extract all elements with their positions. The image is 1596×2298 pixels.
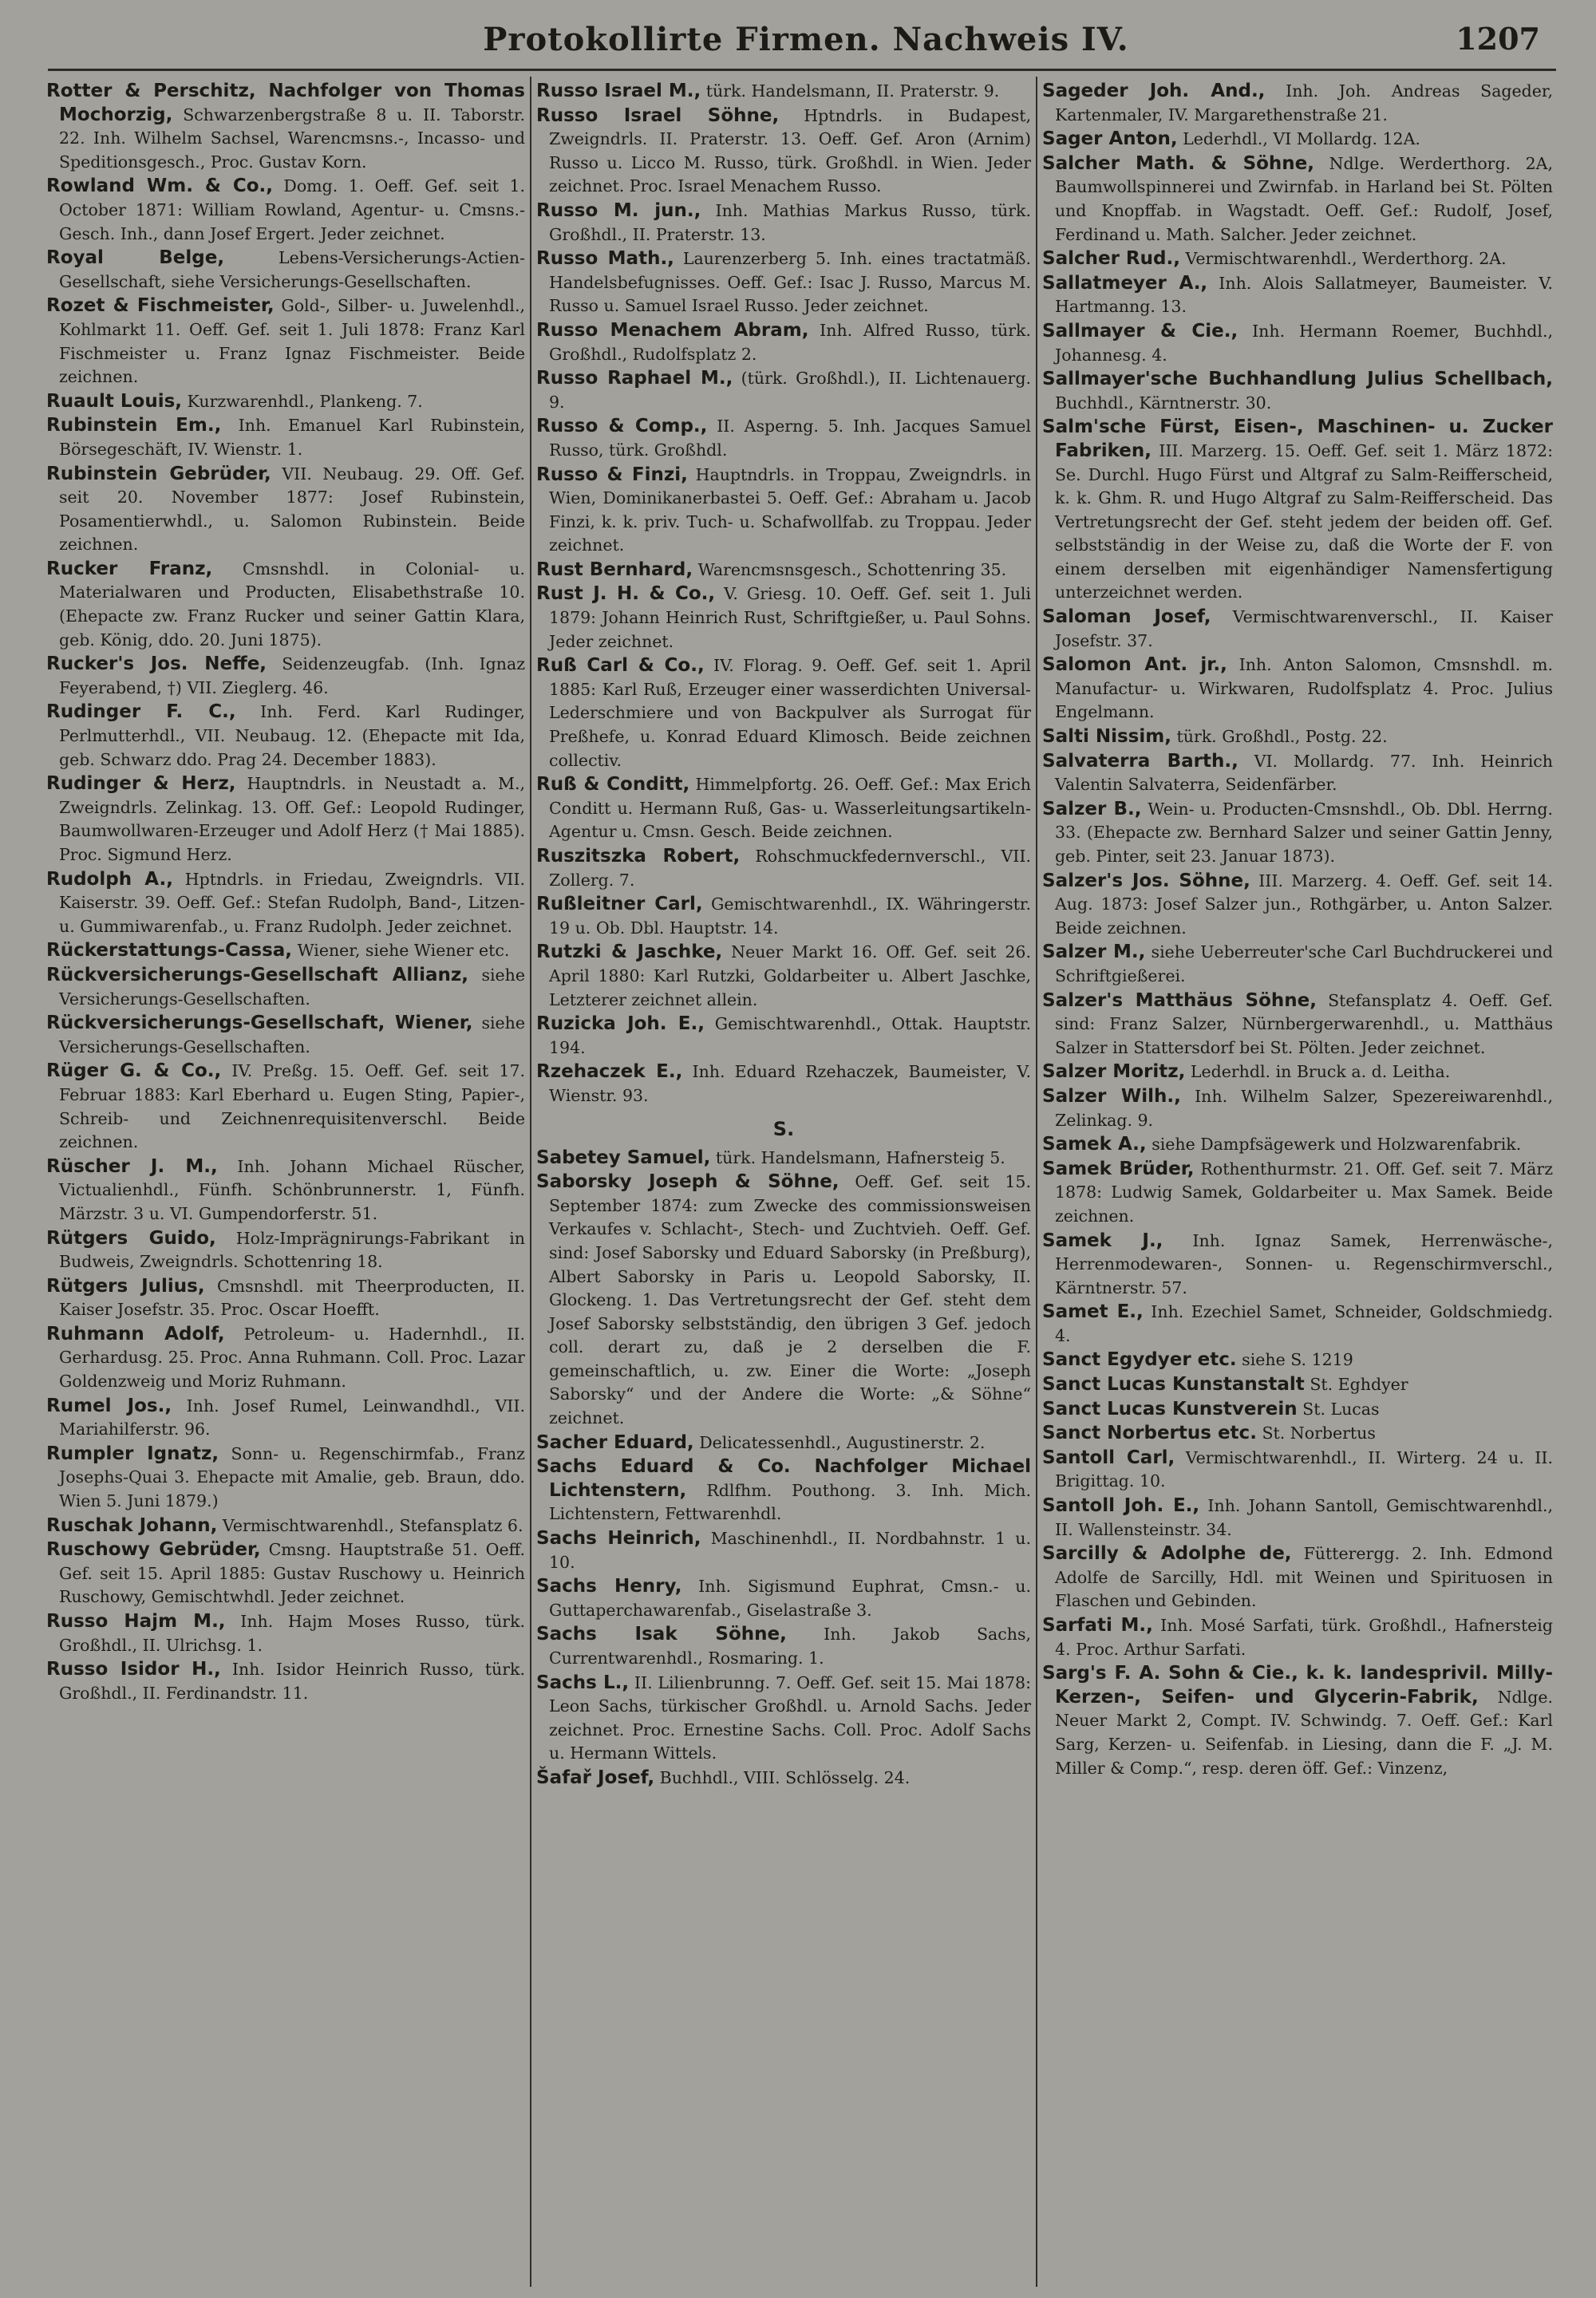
page-number: 1207 xyxy=(1456,21,1540,57)
directory-entry xyxy=(536,559,1031,582)
directory-entry xyxy=(536,1672,1031,1766)
entry-text: St. Lucas xyxy=(1302,1399,1380,1419)
entry-text: türk. Handelsmann, II. Praterstr. 9. xyxy=(705,81,1000,101)
firm-name: Sageder Joh. And., xyxy=(1042,81,1266,101)
directory-entry xyxy=(46,1012,525,1059)
firm-name: Russo Math., xyxy=(536,248,674,270)
entry-text: siehe Ueberreuter'sche Carl Buchdruckerei und Schriftgießerei. xyxy=(1055,942,1553,985)
firm-name: Russo Hajm M., xyxy=(46,1611,226,1632)
directory-entry xyxy=(1042,750,1553,797)
directory-entry xyxy=(536,893,1031,940)
entry-text: (türk. Großhdl.), II. Lichtenauerg. 9. xyxy=(549,369,1031,412)
firm-name: Sarg's F. A. Sohn & Cie., k. k. landesprivil. Milly-Kerzen-, Seifen- und Glycerin-Fabrik, xyxy=(1042,1663,1553,1708)
entry-text: Petroleum- u. Hadernhdl., II. Gerhardusg. 25. Proc. Anna Ruhmann. Coll. Proc. Lazar Goldenzweig und Moriz Ruhmann. xyxy=(59,1324,525,1392)
firm-name: Samet E., xyxy=(1042,1301,1144,1323)
firm-name: Sachs Henry, xyxy=(536,1576,682,1597)
entry-text: Inh. Emanuel Karl Rubinstein, Börsegeschäft, IV. Wienstr. 1. xyxy=(59,416,525,459)
directory-entry xyxy=(1042,1398,1553,1422)
entry-text: II. Lilienbrunng. 7. Oeff. Gef. seit 15. Mai 1878: Leon Sachs, türkischer Großhdl. u. Arnold Sachs. Jeder zeichnet. Proc. Ernestine Sachs. Coll. Proc. Adolf Sachs u. Hermann Wittels. xyxy=(549,1672,1031,1763)
entry-text: siehe Versicherungs-Gesellschaften. xyxy=(59,1013,525,1056)
directory-entry xyxy=(536,654,1031,772)
entry-text: Inh. Hajm Moses Russo, türk. Großhdl., II. Ulrichsg. 1. xyxy=(59,1612,525,1655)
directory-entry xyxy=(536,1431,1031,1455)
firm-name: Rozet & Fischmeister, xyxy=(46,295,275,317)
directory-entry xyxy=(1042,1158,1553,1229)
entry-text: Schwarzenbergstraße 8 u. II. Taborstr. 22. Inh. Wilhelm Sachsel, Warencmsns.-, Incasso- und Speditionsgesch., Proc. Gustav Korn. xyxy=(59,105,525,172)
directory-entry xyxy=(46,701,525,772)
firm-name: Rotter & Perschitz, Nachfolger von Thomas Mochorzig, xyxy=(46,81,525,125)
directory-entry xyxy=(46,1227,525,1274)
directory-entry xyxy=(1042,272,1553,319)
firm-name: Rubinstein Gebrüder, xyxy=(46,463,271,484)
entry-text: Hptndrls. in Friedau, Zweigndrls. VII. Kaiserstr. 39. Oeff. Gef.: Stefan Rudolph, Band-, Litzen- u. Gummiwarenfab., u. Franz Rudolph. Jeder zeichnet. xyxy=(59,869,525,936)
directory-entry xyxy=(46,175,525,246)
directory-entry xyxy=(46,463,525,557)
firm-name: Royal Belge, xyxy=(46,247,225,269)
directory-entry xyxy=(46,772,525,867)
firm-name: Salzer's Jos. Söhne, xyxy=(1042,870,1250,891)
directory-entry xyxy=(1042,368,1553,415)
firm-name: Rumpler Ignatz, xyxy=(46,1443,219,1464)
firm-name: Russo Raphael M., xyxy=(536,368,733,389)
firm-name: Salzer B., xyxy=(1042,798,1142,819)
entry-text: Fütterergg. 2. Inh. Edmond Adolfe de Sarcilly, Hdl. mit Weinen und Spirituosen in Flaschen und Gebinden. xyxy=(1055,1544,1553,1611)
entry-text: Vermischtwarenhdl., II. Wirterg. 24 u. II. Brigittag. 10. xyxy=(1055,1447,1553,1491)
entry-text: Hauptndrls. in Neustadt a. M., Zweigndrls. Zelinkag. 13. Off. Gef.: Leopold Rudinger, Baumwollwaren-Erzeuger und Adolf Herz († Mai 1885). Proc. Sigmund Herz. xyxy=(59,774,525,864)
directory-entry xyxy=(1042,870,1553,941)
directory-entry xyxy=(1042,1447,1553,1494)
directory-entry xyxy=(46,1443,525,1514)
directory-entry xyxy=(536,1575,1031,1622)
entry-text: Hauptndrls. in Troppau, Zweigndrls. in Wien, Dominikanerbastei 5. Oeff. Gef.: Abraham u. Jacob Finzi, k. k. priv. Tuch- u. Schafwollfab. zu Troppau. Jeder zeichnet. xyxy=(549,464,1031,555)
directory-entry xyxy=(1042,1133,1553,1157)
firm-name: Ruhmann Adolf, xyxy=(46,1323,225,1344)
directory-entry xyxy=(1042,247,1553,271)
entry-text: türk. Handelsmann, Hafnersteig 5. xyxy=(715,1147,1005,1167)
directory-entry xyxy=(1042,128,1553,152)
directory-entry xyxy=(1042,989,1553,1060)
firm-name: Sanct Lucas Kunstanstalt xyxy=(1042,1374,1305,1396)
entry-text: Cmsnshdl. mit Theerproducten, II. Kaiser Josefstr. 35. Proc. Oscar Hoefft. xyxy=(59,1276,525,1320)
directory-entry xyxy=(1042,1662,1553,1780)
entry-text: Inh. Anton Salomon, Cmsnshdl. m. Manufactur- u. Wirkwaren, Rudolfsplatz 4. Proc. Julius Engelmann. xyxy=(1055,655,1553,722)
entry-text: Cmsnshdl. in Colonial- u. Materialwaren und Producten, Elisabethstraße 10. (Ehepacte zw. Franz Rucker und seiner Gattin Klara, geb. König, ddo. 20. Juni 1875). xyxy=(59,559,525,650)
firm-name: Salcher Math. & Söhne, xyxy=(1042,152,1315,174)
entry-text: Inh. Ezechiel Samet, Schneider, Goldschmiedg. 4. xyxy=(1055,1302,1553,1345)
firm-name: Salcher Rud., xyxy=(1042,248,1180,270)
entry-text: Inh. Johann Michael Rüscher, Victualienhdl., Fünfh. Schönbrunnerstr. 1, Fünfh. Märzstr. 3 u. VI. Gumpendorferstr. 51. xyxy=(59,1156,525,1223)
firm-name: Rückerstattungs-Cassa, xyxy=(46,940,293,961)
directory-entry xyxy=(46,653,525,700)
entry-text: Inh. Ferd. Karl Rudinger, Perlmutterhdl., VII. Neubaug. 12. (Ehepacte mit Ida, geb. Schwarz ddo. Prag 24. December 1883). xyxy=(59,702,525,769)
entry-text: St. Norbertus xyxy=(1262,1423,1376,1443)
entry-text: Kurzwarenhdl., Plankeng. 7. xyxy=(187,391,423,411)
directory-entry xyxy=(536,1455,1031,1526)
directory-entry xyxy=(1042,320,1553,367)
firm-name: Russo M. jun., xyxy=(536,199,701,221)
entry-text: Buchhdl., Kärntnerstr. 30. xyxy=(1055,393,1272,413)
directory-entry xyxy=(46,964,525,1011)
entry-text: Hptndrls. in Budapest, Zweigndrls. II. Praterstr. 13. Oeff. Gef. Aron (Arnim) Russo u. Licco M. Russo, türk. Großhdl. in Wien. Jeder zeichnet. Proc. Israel Menachem Russo. xyxy=(549,105,1031,196)
directory-entry xyxy=(1042,941,1553,988)
directory-entry xyxy=(1042,798,1553,869)
entry-text: Inh. Alois Sallatmeyer, Baumeister. V. Hartmanng. 13. xyxy=(1055,273,1553,317)
firm-name: Salzer M., xyxy=(1042,942,1146,963)
directory-entry xyxy=(46,1538,525,1609)
directory-entry xyxy=(46,414,525,461)
entry-text: Inh. Ignaz Samek, Herrenwäsche-, Herrenmodewaren-, Sonnen- u. Regenschirmverschl., Kärntnerstr. 57. xyxy=(1055,1230,1553,1297)
directory-entry xyxy=(536,1060,1031,1108)
firm-name: Sachs Eduard & Co. Nachfolger Michael Lichtenstern, xyxy=(536,1456,1031,1501)
firm-name: Sachs Heinrich, xyxy=(536,1528,701,1550)
entry-text: Wiener, siehe Wiener etc. xyxy=(297,941,510,961)
entry-text: Inh. Jakob Sachs, Currentwarenhdl., Rosmaring. 1. xyxy=(549,1625,1031,1668)
directory-entry xyxy=(1042,1614,1553,1661)
directory-entry xyxy=(536,845,1031,892)
entry-text: siehe S. 1219 xyxy=(1242,1350,1353,1370)
directory-entry xyxy=(536,773,1031,844)
firm-name: Rückversicherungs-Gesellschaft Allianz, xyxy=(46,964,469,985)
firm-name: Salm'sche Fürst, Eisen-, Maschinen- u. Zucker Fabriken, xyxy=(1042,417,1553,461)
firm-name: Santoll Joh. E., xyxy=(1042,1495,1200,1517)
directory-entry xyxy=(536,1013,1031,1060)
entry-text: Vermischtwarenverschl., II. Kaiser Josefstr. 37. xyxy=(1055,607,1553,650)
directory-entry xyxy=(46,1610,525,1657)
directory-entry xyxy=(536,1147,1031,1171)
entry-text: Inh. Hermann Roemer, Buchhdl., Johannesg. 4. xyxy=(1055,321,1553,365)
firm-name: Ruschak Johann, xyxy=(46,1514,218,1536)
firm-name: Rucker's Jos. Neffe, xyxy=(46,653,267,675)
firm-name: Sachs L., xyxy=(536,1672,630,1693)
entry-text: VI. Mollardg. 77. Inh. Heinrich Valentin Salvaterra, Seidenfärber. xyxy=(1055,751,1553,795)
firm-name: Ruault Louis, xyxy=(46,390,183,412)
entry-text: Neuer Markt 16. Off. Gef. seit 26. April 1880: Karl Rutzki, Goldarbeiter u. Albert Jaschke, Letzterer zeichnet allein. xyxy=(549,942,1031,1009)
firm-name: Salzer's Matthäus Söhne, xyxy=(1042,989,1317,1011)
firm-name: Rowland Wm. & Co., xyxy=(46,176,273,197)
firm-name: Rütgers Guido, xyxy=(46,1227,216,1249)
directory-entry xyxy=(46,1060,525,1154)
firm-name: Russo Israel Söhne, xyxy=(536,105,780,126)
firm-name: Salvaterra Barth., xyxy=(1042,750,1238,772)
firm-name: Salomon Ant. jr., xyxy=(1042,654,1227,676)
entry-text: III. Marzerg. 4. Oeff. Gef. seit 14. Aug. 1873: Josef Salzer jun., Rothgärber, u. Anton Salzer. Beide zeichnen. xyxy=(1055,871,1553,938)
header-rule xyxy=(48,69,1556,71)
firm-name: Russo Israel M., xyxy=(536,81,701,101)
entry-text: Rdlfhm. Pouthong. 3. Inh. Mich. Lichtenstern, Fettwarenhdl. xyxy=(549,1480,1031,1524)
directory-entry xyxy=(46,247,525,294)
firm-name: Samek Brüder, xyxy=(1042,1158,1195,1179)
entry-text: Lebens-Versicherungs-Actien-Gesellschaft, siehe Versicherungs-Gesellschaften. xyxy=(59,248,525,291)
firm-name: Sager Anton, xyxy=(1042,128,1178,150)
entry-text: Laurenzerberg 5. Inh. eines tractatmäß. Handelsbefugnisses. Oeff. Gef.: Isac J. Russo, Marcus M. Russo u. Samuel Israel Russo. Jeder zeichnet. xyxy=(549,249,1031,316)
entry-text: Seidenzeugfab. (Inh. Ignaz Feyerabend, †) VII. Zieglerg. 46. xyxy=(59,654,525,697)
firm-name: Santoll Carl, xyxy=(1042,1447,1175,1468)
firm-name: Rzehaczek E., xyxy=(536,1061,683,1083)
directory-entry xyxy=(46,1275,525,1322)
firm-name: Russo & Comp., xyxy=(536,416,708,437)
directory-entry xyxy=(536,1527,1031,1574)
directory-entry xyxy=(1042,416,1553,605)
entry-text: II. Asperng. 5. Inh. Jacques Samuel Russo, türk. Großhdl. xyxy=(549,417,1031,460)
firm-name: Sallatmeyer A., xyxy=(1042,272,1208,294)
entry-text: Lederhdl., VI Mollardg. 12A. xyxy=(1183,129,1420,149)
column-divider xyxy=(1036,77,1037,2287)
column-1 xyxy=(46,80,525,2282)
firm-name: Ruschowy Gebrüder, xyxy=(46,1539,261,1561)
entry-text: Inh. Eduard Rzehaczek, Baumeister, V. Wienstr. 93. xyxy=(549,1062,1031,1105)
entry-text: Rohschmuckfedernverschl., VII. Zollerg. 7. xyxy=(549,847,1031,890)
directory-entry xyxy=(536,80,1031,104)
entry-text: Inh. Alfred Russo, türk. Großhdl., Rudolfsplatz 2. xyxy=(549,320,1031,364)
firm-name: Sacher Eduard, xyxy=(536,1431,694,1453)
firm-name: Rudinger & Herz, xyxy=(46,773,236,795)
directory-entry xyxy=(1042,725,1553,749)
firm-name: Rust Bernhard, xyxy=(536,559,693,580)
entry-text: Cmsng. Hauptstraße 51. Oeff. Gef. seit 15. April 1885: Gustav Ruschowy u. Heinrich Ruschowy, Gemischtwhdl. Jeder zeichnet. xyxy=(59,1540,525,1607)
directory-entry xyxy=(1042,1542,1553,1613)
directory-entry xyxy=(46,558,525,652)
directory-entry xyxy=(1042,152,1553,247)
entry-text: Rothenthurmstr. 21. Off. Gef. seit 7. März 1878: Ludwig Samek, Goldarbeiter u. Max Samek. Beide zeichnen. xyxy=(1055,1159,1553,1226)
entry-text: siehe Dampfsägewerk und Holzwarenfabrik. xyxy=(1152,1135,1522,1155)
directory-entry xyxy=(1042,1230,1553,1301)
directory-entry xyxy=(1042,1494,1553,1542)
firm-name: Salzer Wilh., xyxy=(1042,1085,1181,1107)
directory-entry xyxy=(1042,1060,1553,1084)
directory-entry xyxy=(536,105,1031,199)
firm-name: Sarcilly & Adolphe de, xyxy=(1042,1543,1292,1565)
firm-name: Rucker Franz, xyxy=(46,558,213,579)
directory-entry xyxy=(536,415,1031,462)
firm-name: Ruszitszka Robert, xyxy=(536,846,741,867)
entry-text: Holz-Imprägnirungs-Fabrikant in Budweis, Zweigndrls. Schottenring 18. xyxy=(59,1228,525,1272)
entry-text: Inh. Johann Santoll, Gemischtwarenhdl., II. Wallensteinstr. 34. xyxy=(1055,1496,1553,1539)
entry-text: Maschinenhdl., II. Nordbahnstr. 1 u. 10. xyxy=(549,1529,1031,1572)
section-letter: S. xyxy=(772,1117,795,1140)
entry-text: Warencmsnsgesch., Schottenring 35. xyxy=(697,559,1007,579)
directory-entry xyxy=(46,80,525,174)
directory-entry xyxy=(1042,1085,1553,1132)
firm-name: Samek A., xyxy=(1042,1134,1147,1155)
directory-entry xyxy=(536,1623,1031,1670)
firm-name: Rütgers Julius, xyxy=(46,1275,205,1297)
firm-name: Salti Nissim, xyxy=(1042,726,1171,748)
directory-entry xyxy=(46,1395,525,1442)
entry-text: Gemischtwarenhdl., IX. Währingerstr. 19 u. Ob. Dbl. Hauptstr. 14. xyxy=(549,894,1031,938)
directory-entry xyxy=(1042,1422,1553,1446)
entry-text: IV. Florag. 9. Oeff. Gef. seit 1. April 1885: Karl Ruß, Erzeuger einer wasserdichten Universal-Lederschmiere und von Backpulver als Surrogat für Preßhefe, u. Konrad Eduard Klimosch. Beide zeichnen collectiv. xyxy=(549,656,1031,770)
entry-text: siehe Versicherungs-Gesellschaften. xyxy=(59,965,525,1009)
directory-entry xyxy=(46,294,525,389)
entry-text: Ndlge. Werderthorg. 2A, Baumwollspinnerei und Zwirnfab. in Harland bei St. Pölten und Knopffab. in Wagstadt. Oeff. Gef.: Rudolf, Josef, Ferdinand u. Math. Salcher. Jeder zeichnet. xyxy=(1055,153,1553,244)
directory-entry xyxy=(46,1514,525,1538)
entry-text: Inh. Josef Rumel, Leinwandhdl., VII. Mariahilferstr. 96. xyxy=(59,1396,525,1439)
directory-entry xyxy=(1042,80,1553,127)
entry-text: Inh. Wilhelm Salzer, Spezereiwarenhdl., Zelinkag. 9. xyxy=(1055,1086,1553,1130)
firm-name: Samek J., xyxy=(1042,1230,1163,1251)
entry-text: IV. Preßg. 15. Oeff. Gef. seit 17. Februar 1883: Karl Eberhard u. Eugen Sting, Papier-, Schreib- und Zeichnenrequisitenverschl. Beide zeichnen. xyxy=(59,1061,525,1152)
firm-name: Šafař Josef, xyxy=(536,1767,655,1788)
directory-entry xyxy=(1042,606,1553,653)
directory-entry xyxy=(536,1767,1031,1791)
entry-text: VII. Neubaug. 29. Off. Gef. seit 20. November 1877: Josef Rubinstein, Posamentierwhdl., u. Salomon Rubinstein. Beide zeichnen. xyxy=(59,464,525,555)
firm-name: Sallmayer'sche Buchhandlung Julius Schellbach, xyxy=(1042,369,1553,390)
firm-name: Sanct Lucas Kunstverein xyxy=(1042,1398,1298,1419)
directory-entry xyxy=(46,390,525,414)
column-2 xyxy=(536,80,1031,2282)
firm-name: Rußleitner Carl, xyxy=(536,894,703,915)
firm-name: Rutzki & Jaschke, xyxy=(536,942,723,963)
directory-entry xyxy=(536,464,1031,558)
entry-text: Wein- u. Producten-Cmsnshdl., Ob. Dbl. Herrng. 33. (Ehepacte zw. Bernhard Salzer und seiner Gattin Jenny, geb. Pinter, seit 23. Januar 1873). xyxy=(1055,799,1553,866)
firm-name: Russo Menachem Abram, xyxy=(536,319,809,341)
entry-text: Inh. Mosé Sarfati, türk. Großhdl., Hafnersteig 4. Proc. Arthur Sarfati. xyxy=(1055,1616,1553,1659)
firm-name: Saborsky Joseph & Söhne, xyxy=(536,1171,839,1193)
firm-name: Sarfati M., xyxy=(1042,1615,1153,1636)
firm-name: Sabetey Samuel, xyxy=(536,1147,711,1168)
entry-text: Inh. Mathias Markus Russo, türk. Großhdl., II. Praterstr. 13. xyxy=(549,200,1031,244)
entry-text: Vermischtwarenhdl., Werderthorg. 2A. xyxy=(1185,249,1507,269)
firm-name: Ruß & Conditt, xyxy=(536,774,690,796)
directory-entry xyxy=(1042,653,1553,725)
firm-name: Rüger G. & Co., xyxy=(46,1060,222,1082)
entry-text: türk. Großhdl., Postg. 22. xyxy=(1176,727,1388,747)
directory-entry xyxy=(1042,1301,1553,1348)
firm-name: Saloman Josef, xyxy=(1042,606,1211,628)
firm-name: Sachs Isak Söhne, xyxy=(536,1624,787,1645)
entry-text: Himmelpfortg. 26. Oeff. Gef.: Max Erich Conditt u. Hermann Ruß, Gas- u. Wasserleitungsartikeln-Agentur u. Cmsn. Gesch. Beide zeichnen. xyxy=(549,775,1031,842)
firm-name: Salzer Moritz, xyxy=(1042,1061,1186,1083)
directory-entry xyxy=(536,582,1031,653)
firm-name: Rudinger F. C., xyxy=(46,701,236,723)
entry-text: Inh. Joh. Andreas Sageder, Kartenmaler, IV. Margarethenstraße 21. xyxy=(1055,81,1553,124)
directory-entry xyxy=(536,1171,1031,1431)
entry-text: III. Marzerg. 15. Oeff. Gef. seit 1. März 1872: Se. Durchl. Hugo Fürst und Altgraf zu Salm-Reifferscheid, k. k. Ghm. R. und Hugo Altgraf zu Salm-Reifferscheid. Das Vertretungsrecht der Gef. steht jedem der beiden off. Gef. selbstständig in der Weise zu, daß die Worte der F. von einem derselben mit eigenhändiger Namensfertigung unterzeichnet werden. xyxy=(1055,440,1553,602)
firm-name: Sallmayer & Cie., xyxy=(1042,320,1238,342)
entry-text: V. Griesg. 10. Oeff. Gef. seit 1. Juli 1879: Johann Heinrich Rust, Schriftgießer, u. Paul Sohns. Jeder zeichnet. xyxy=(549,584,1031,651)
column-divider xyxy=(530,77,531,2287)
firm-name: Ruzicka Joh. E., xyxy=(536,1013,705,1035)
entry-text: Domg. 1. Oeff. Gef. seit 1. October 1871: William Rowland, Agentur- u. Cmsns.-Gesch. Inh., dann Josef Ergert. Jeder zeichnet. xyxy=(59,176,525,243)
directory-entry xyxy=(536,941,1031,1012)
entry-text: Buchhdl., VIII. Schlösselg. 24. xyxy=(659,1767,911,1787)
entry-text: Vermischtwarenhdl., Stefansplatz 6. xyxy=(222,1515,523,1535)
firm-name: Rüscher J. M., xyxy=(46,1155,218,1177)
firm-name: Rubinstein Em., xyxy=(46,415,222,436)
firm-name: Ruß Carl & Co., xyxy=(536,655,705,677)
entry-text: Delicatessenhdl., Augustinerstr. 2. xyxy=(699,1432,986,1452)
directory-entry xyxy=(1042,1373,1553,1397)
directory-entry xyxy=(46,868,525,939)
firm-name: Rumel Jos., xyxy=(46,1395,172,1416)
firm-name: Rudolph A., xyxy=(46,868,173,890)
entry-text: Ndlge. Neuer Markt 2, Compt. IV. Schwindg. 7. Oeff. Gef.: Karl Sarg, Kerzen- u. Seifenfab. in Liesing, dann die F. „J. M. Miller & Comp.“, resp. deren öff. Gef.: Vinzenz, xyxy=(1055,1687,1553,1778)
entry-text: Sonn- u. Regenschirmfab., Franz Josephs-Quai 3. Ehepacte mit Amalie, geb. Braun, ddo. Wien 5. Juni 1879.) xyxy=(59,1443,525,1511)
directory-entry xyxy=(46,1658,525,1705)
firm-name: Sanct Egydyer etc. xyxy=(1042,1349,1237,1371)
entry-text: Inh. Isidor Heinrich Russo, türk. Großhdl., II. Ferdinandstr. 11. xyxy=(59,1660,525,1703)
directory-entry xyxy=(536,319,1031,366)
firm-name: Sanct Norbertus etc. xyxy=(1042,1423,1257,1444)
entry-text: St. Eghdyer xyxy=(1310,1375,1408,1395)
directory-entry xyxy=(536,247,1031,318)
firm-name: Russo & Finzi, xyxy=(536,464,688,485)
firm-name: Rückversicherungs-Gesellschaft, Wiener, xyxy=(46,1013,473,1034)
entry-text: Inh. Sigismund Euphrat, Cmsn.- u. Guttaperchawarenfab., Giselastraße 3. xyxy=(549,1577,1031,1620)
entry-text: Gemischtwarenhdl., Ottak. Hauptstr. 194. xyxy=(549,1014,1031,1057)
directory-entry xyxy=(1042,1348,1553,1372)
entry-text: Stefansplatz 4. Oeff. Gef. sind: Franz Salzer, Nürnbergerwarenhdl., u. Matthäus Salzer in Stattersdorf bei St. Pölten. Jeder zeichnet. xyxy=(1055,990,1553,1057)
entry-text: Lederhdl. in Bruck a. d. Leitha. xyxy=(1190,1062,1451,1082)
directory-entry xyxy=(46,1155,525,1226)
entry-text: Oeff. Gef. seit 15. September 1874: zum Zwecke des commissionsweisen Verkaufes v. Schlacht-, Stech- und Zuchtvieh. Oeff. Gef. sind: Josef Saborsky und Eduard Saborsky (in Preßburg), Albert Saborsky in Paris u. Leopold Saborsky, II. Glockeng. 1. Das Vertretungsrecht der Gef. steht dem Josef Saborsky selbstständig, den übrigen 3 Gef. jedoch coll. derart zu, daß je 2 derselben die F. gemeinschaftlich, u. zw. Einer die Worte: „Joseph Saborsky“ und der Andere die Worte: „& Söhne“ zeichnet. xyxy=(549,1172,1031,1428)
directory-entry xyxy=(46,939,525,963)
page-title: Protokollirte Firmen. Nachweis IV. xyxy=(483,21,1129,58)
directory-entry xyxy=(536,367,1031,414)
page-header xyxy=(48,21,1564,65)
firm-name: Rust J. H. & Co., xyxy=(536,583,716,605)
column-3 xyxy=(1042,80,1553,2282)
entry-text: Gold-, Silber- u. Juwelenhdl., Kohlmarkt 11. Oeff. Gef. seit 1. Juli 1878: Franz Karl Fischmeister u. Franz Ignaz Fischmeister. Beide zeichnen. xyxy=(59,296,525,387)
directory-entry xyxy=(536,199,1031,247)
firm-name: Russo Isidor H., xyxy=(46,1659,221,1680)
directory-entry xyxy=(46,1323,525,1394)
